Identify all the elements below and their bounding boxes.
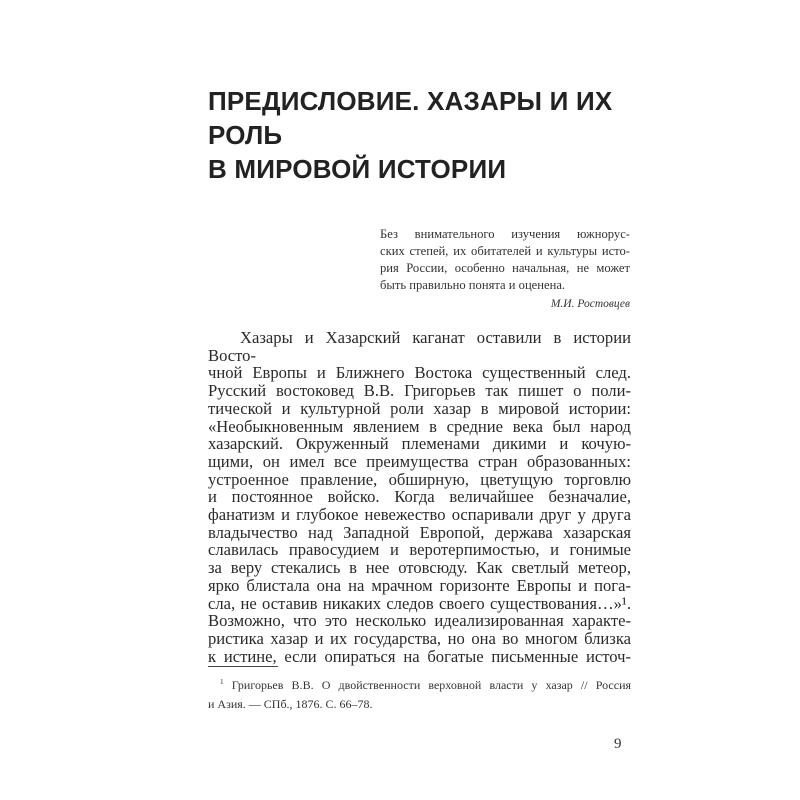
body-line: к истине, если опираться на богатые письменные источ- — [208, 646, 631, 666]
body-line: ярко блистала она на мрачном горизонте Европы и пога- — [208, 575, 631, 595]
body-line: Возможно, что это несколько идеализированная характе- — [208, 611, 631, 631]
footnote-line: и Азия. — СПб., 1876. С. 66–78. — [208, 697, 373, 711]
body-line: Хазары и Хазарский каганат оставили в истории Восто- — [208, 328, 631, 365]
body-line: сла, не оставив никаких следов своего существования…»¹. — [208, 593, 631, 613]
chapter-title-line: ПРЕДИСЛОВИЕ. ХАЗАРЫ И ИХ РОЛЬ — [208, 86, 613, 150]
body-line: «Необыкновенным явлением в средние века был народ — [208, 416, 631, 436]
body-line: и постоянное войско. Когда величайшее безначалие, — [208, 487, 631, 507]
body-line: Русский востоковед В.В. Григорьев так пишет о поли- — [208, 381, 631, 401]
epigraph-line: ских степей, их обитателей и культуры исто- — [380, 244, 630, 258]
epigraph-line: рия России, особенно начальная, не может — [380, 261, 630, 275]
page-number: 9 — [614, 736, 622, 752]
body-line: фанатизм и глубокое невежество оспаривали друг у друга — [208, 505, 631, 525]
footnote-text: Григорьев В.В. О двойственности верховной власти у хазар // Россия — [231, 678, 632, 692]
epigraph — [380, 226, 630, 313]
body-line: ристика хазар и их государства, но она во многом близка — [208, 628, 631, 648]
footnote-divider — [208, 666, 278, 667]
footnote — [208, 673, 631, 714]
epigraph-author: М.И. Ростовцев — [550, 298, 630, 310]
body-line: тической и культурной роли хазар в мировой истории: — [208, 398, 631, 418]
epigraph-line: быть правильно понята и оценена. — [380, 278, 566, 292]
body-line: за веру стекались в нее отовсюду. Как светлый метеор, — [208, 558, 631, 578]
body-line: чной Европы и Ближнего Востока существенный след. — [208, 363, 631, 383]
chapter-title — [208, 84, 648, 186]
footnote-marker: 1 — [220, 678, 224, 686]
body-line: хазарский. Окруженный племенами дикими и кочую- — [208, 434, 631, 454]
body-line: владычество над Западной Европой, держава хазарская — [208, 522, 631, 542]
body-line: славилась правосудием и веротерпимостью, и гонимые — [208, 540, 631, 560]
body-text — [208, 329, 631, 665]
footnote-line — [208, 673, 631, 695]
body-line: щими, он имел все преимущества стран образованных: — [208, 451, 631, 471]
body-line: устроенное правление, обширную, цветущую торговлю — [208, 469, 631, 489]
epigraph-line: Без внимательного изучения южнорус- — [380, 227, 630, 241]
chapter-title-line: В МИРОВОЙ ИСТОРИИ — [208, 154, 507, 184]
